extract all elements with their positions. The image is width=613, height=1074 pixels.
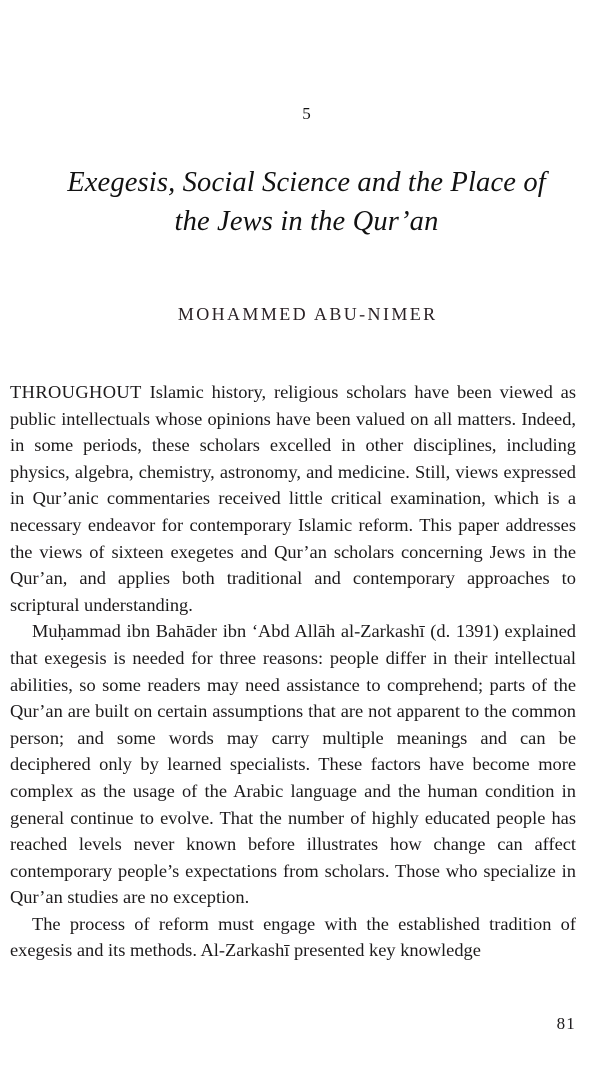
body-text [10, 379, 576, 964]
paragraph-2: Muḥammad ibn Bahāder ibn ʻAbd Allāh al-Zarkashī (d. 1391) explained that exegesis is needed for three reasons: people differ in their intellectual abilities, so some readers may need assistance to comprehend; parts of the Qur’an are built on certain assumptions that are not apparent to the common person; and some words may carry multiple meanings and can be deciphered only by learned specialists. These factors have become more complex as the usage of the Arabic language and the human condition in general continue to evolve. That the number of highly educated people has reached levels never known before illustrates how change can affect contemporary people’s expectations from scholars. Those who specialize in Qur’an studies are no exception. [10, 621, 576, 908]
chapter-title [0, 163, 613, 241]
paragraph-1 [10, 379, 576, 618]
paragraph-3: The process of reform must engage with the established tradition of exegesis and its methods. Al-Zarkashī presented key knowledge [10, 913, 576, 961]
chapter-number: 5 [302, 104, 311, 123]
chapter-author: MOHAMMED ABU-NIMER [177, 304, 438, 324]
paragraph-1-text: Islamic history, religious scholars have been viewed as public intellectuals whose opinions have been valued on all matters. Indeed, in some periods, these scholars excelled in other disciplines, including physics, algebra, chemistry, astronomy, and medicine. Still, views expressed in Qur’anic commentaries received little critical examination, which is a necessary endeavor for contemporary Islamic reform. This paper addresses the views of sixteen exegetes and Qur’an scholars concerning Jews in the Qur’an, and applies both traditional and contemporary approaches to scriptural understanding. [10, 382, 576, 615]
chapter-title-line-1: Exegesis, Social Science and the Place of [67, 167, 546, 198]
paragraph-1-opening-caps: THROUGHOUT [10, 382, 142, 402]
chapter-title-line-2: the Jews in the Qur’an [174, 206, 439, 237]
page-number: 81 [556, 1014, 576, 1033]
